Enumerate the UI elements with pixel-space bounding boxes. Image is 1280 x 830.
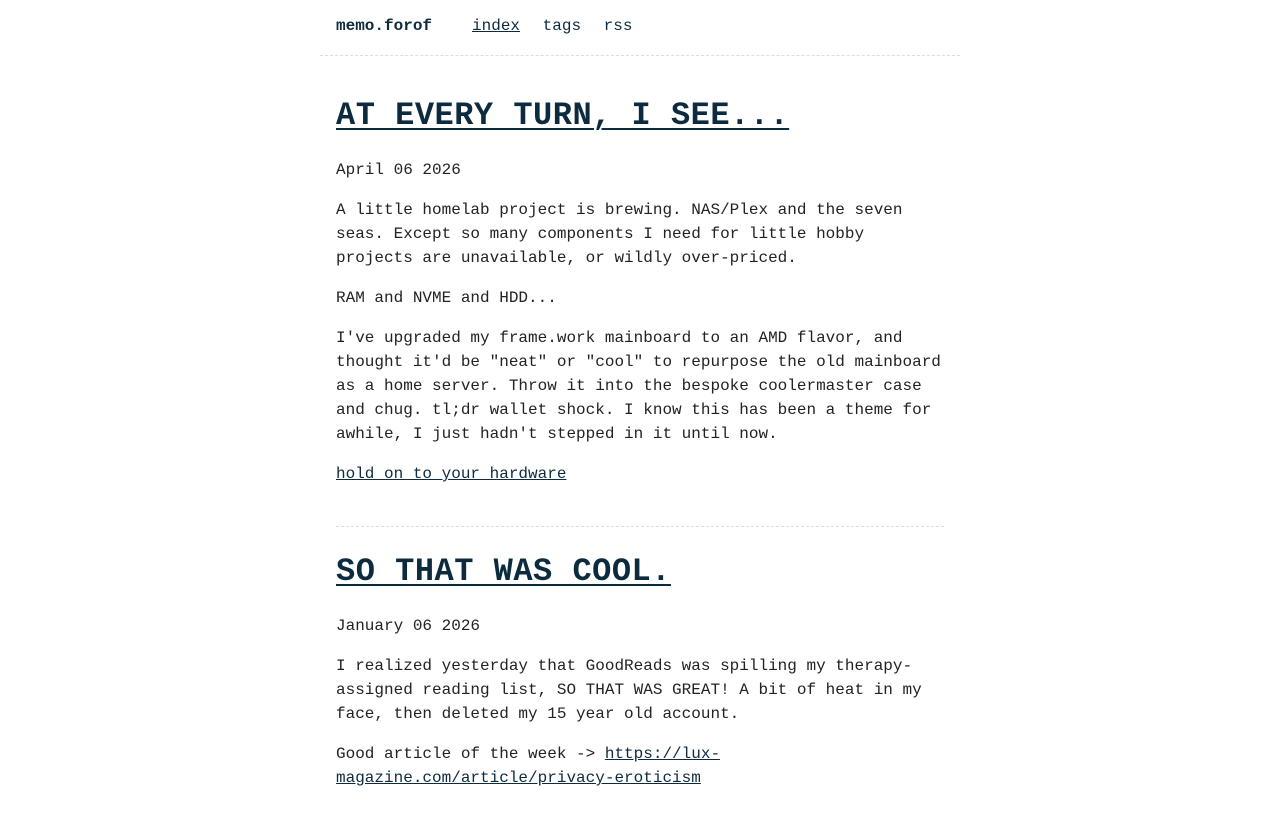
post-date: January 06 2026 xyxy=(336,617,481,635)
site-header xyxy=(320,0,960,56)
nav-tags[interactable]: tags xyxy=(542,17,582,35)
post-paragraph: RAM and NVME and HDD... xyxy=(336,289,557,307)
article-of-week-label: Good article of the week -> xyxy=(336,745,605,763)
article-link[interactable]: https://lux-magazine.com/article/privacy-eroticism xyxy=(336,745,721,787)
post-paragraph: I realized yesterday that GoodReads was spilling my therapy-assigned reading list, SO THAT WAS GREAT! A bit of heat in my face, then deleted my 15 year old account. xyxy=(336,657,922,723)
post-title-link[interactable]: AT EVERY TURN, I SEE... xyxy=(336,97,790,134)
post-title xyxy=(336,96,944,136)
post-date: April 06 2026 xyxy=(336,161,461,179)
post-list xyxy=(320,56,960,830)
hold-on-hardware-link[interactable]: hold on to your hardware xyxy=(336,465,567,483)
post-paragraph: A little homelab project is brewing. NAS/Plex and the seven seas. Except so many components I need for little hobby projects are unavailable, or wildly over-priced. xyxy=(336,201,903,267)
post-title-link[interactable]: SO THAT WAS COOL. xyxy=(336,553,671,590)
post xyxy=(336,56,944,527)
nav-rss[interactable]: rss xyxy=(603,17,633,35)
post-paragraph xyxy=(336,742,944,790)
main-nav xyxy=(472,17,645,35)
post xyxy=(336,527,944,830)
post-paragraph: I've upgraded my frame.work mainboard to an AMD flavor, and thought it'd be "neat" or "cool" to repurpose the old mainboard as a home server. Throw it into the bespoke coolermaster case and chug. tl;dr wallet shock. I know this has been a theme for awhile, I just hadn't stepped in it until now. xyxy=(336,329,941,443)
post-link-paragraph xyxy=(336,462,944,486)
site-name-link[interactable]: memo.forof xyxy=(336,17,433,35)
nav-index[interactable]: index xyxy=(472,17,521,35)
post-title xyxy=(336,552,944,592)
